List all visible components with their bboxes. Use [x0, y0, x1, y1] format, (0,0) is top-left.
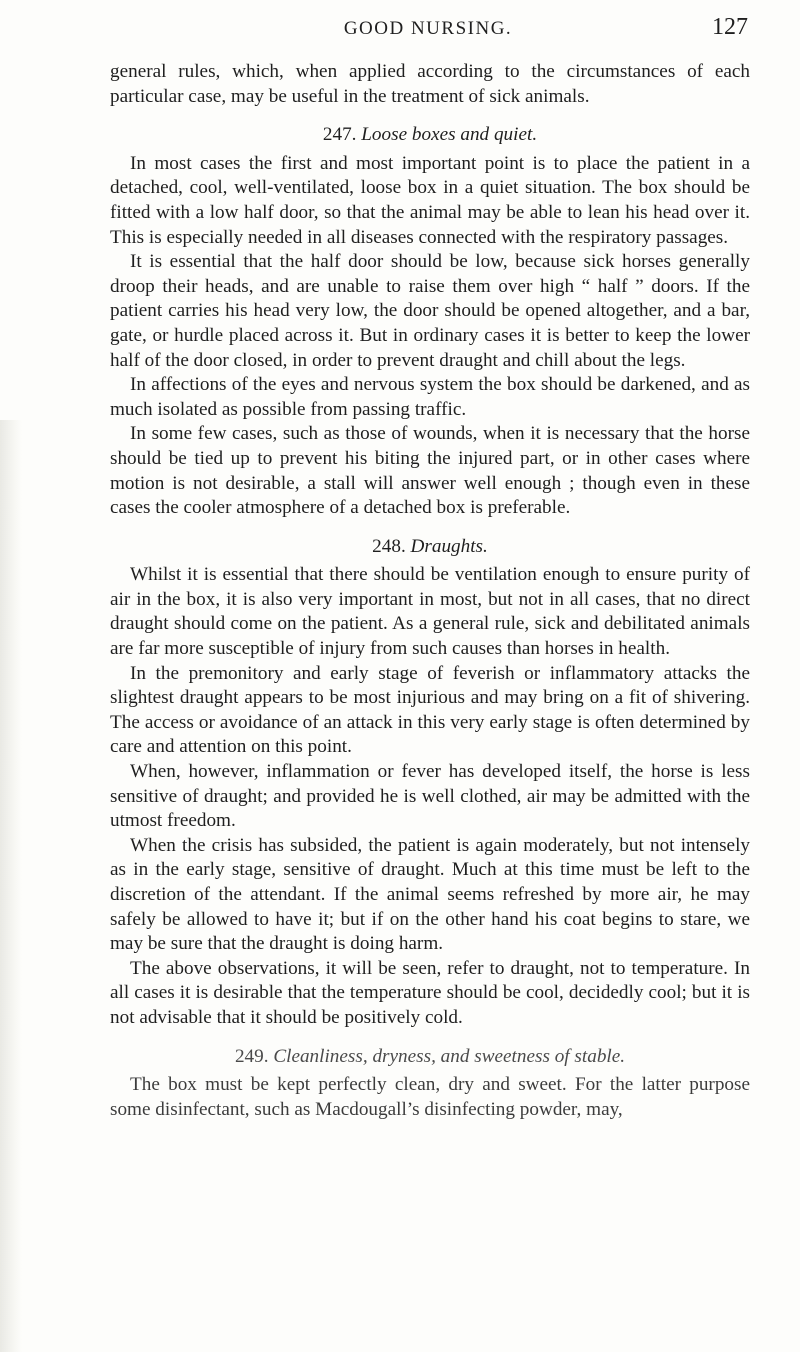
- paragraph: The above observations, it will be seen, refer to draught, not to temperature. In all cases it is desirable that the temperature should be cool, decidedly cool; but it is not advisable that it should be positively cold.: [110, 957, 750, 1028]
- section-heading-249: [110, 1045, 750, 1070]
- page-body: [110, 60, 750, 1122]
- section-number: 247.: [322, 124, 357, 146]
- page-header: [108, 14, 748, 48]
- paragraph: The box must be kept perfectly clean, dry and sweet. For the latter purpose some disinfectant, such as Macdougall’s disinfecting powder, may,: [110, 1074, 750, 1120]
- page-number: 127: [712, 14, 748, 40]
- intro-paragraph: general rules, which, when applied according to the circumstances of each particular case, may be useful in the treatment of sick animals.: [110, 61, 750, 107]
- paragraph: In most cases the first and most important point is to place the patient in a detached, cool, well-ventilated, loose box in a quiet situation. The box should be fitted with a low half door, so that the animal may be able to lean his head over it. This is especially needed in all diseases connected with the respiratory passages.: [110, 152, 750, 248]
- paragraph: In the premonitory and early stage of feverish or inflammatory attacks the slightest draught appears to be most injurious and may bring on a fit of shivering. The access or avoidance of an attack in this very early stage is often determined by care and attention on this point.: [110, 662, 750, 758]
- paragraph: When, however, inflammation or fever has developed itself, the horse is less sensitive of draught; and provided he is well clothed, air may be admitted with the utmost freedom.: [110, 761, 750, 832]
- section-title: Loose boxes and quiet.: [361, 124, 538, 146]
- section-number: 248.: [372, 535, 406, 557]
- paragraph: Whilst it is essential that there should be ventilation enough to ensure purity of air in the box, it is also very important in most, but not in all cases, that no direct draught should come on the patient. As a general rule, sick and debilitated animals are far more susceptible of injury from such causes than horses in health.: [110, 564, 750, 660]
- running-head: GOOD NURSING.: [343, 18, 513, 39]
- paragraph: It is essential that the half door should be low, because sick horses generally droop their heads, and are unable to raise them over high “ half ” doors. If the patient carries his head very low, the door should be opened altogether, and a bar, gate, or hurdle placed across it. But in ordinary cases it is better to keep the lower half of the door closed, in order to prevent draught and chill about the legs.: [110, 251, 750, 371]
- page-shadow: [0, 420, 22, 1352]
- section-heading-247: [110, 123, 750, 148]
- section-title: Cleanliness, dryness, and sweetness of stable.: [273, 1045, 626, 1067]
- section-heading-248: [110, 535, 750, 560]
- paragraph: In some few cases, such as those of wounds, when it is necessary that the horse should be tied up to prevent his biting the injured part, or in other cases where motion is not desirable, a stall will answer well enough ; though even in these cases the cooler atmosphere of a detached box is preferable.: [110, 423, 750, 519]
- section-number: 249.: [234, 1045, 269, 1067]
- paragraph: When the crisis has subsided, the patient is again moderately, but not intensely as in the early stage, sensitive of draught. Much at this time must be left to the discretion of the attendant. If the animal seems refreshed by more air, he may safely be allowed to have it; but if on the other hand his coat begins to stare, we may be sure that the draught is doing harm.: [110, 834, 750, 955]
- paragraph: In affections of the eyes and nervous system the box should be darkened, and as much isolated as possible from passing traffic.: [110, 374, 750, 420]
- section-title: Draughts.: [410, 535, 488, 557]
